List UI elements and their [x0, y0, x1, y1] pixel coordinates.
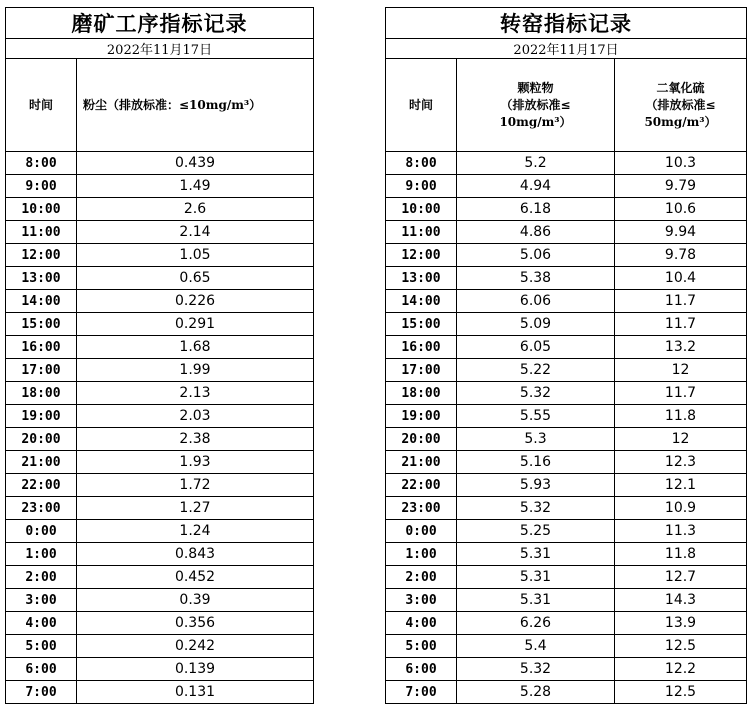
dust-value-cell: 0.39	[77, 589, 314, 612]
so2-value-cell: 11.8	[615, 543, 747, 566]
so2-value-cell: 11.8	[615, 405, 747, 428]
dust-value-cell: 1.05	[77, 244, 314, 267]
time-cell: 21:00	[6, 451, 77, 474]
time-cell: 16:00	[386, 336, 457, 359]
so2-value-cell: 12.5	[615, 681, 747, 704]
time-cell: 17:00	[6, 359, 77, 382]
kiln-pm-header-line1: 颗粒物	[517, 80, 554, 95]
pm-value-cell: 5.93	[457, 474, 615, 497]
time-cell: 4:00	[386, 612, 457, 635]
grinding-table-body	[6, 8, 314, 704]
time-cell: 15:00	[386, 313, 457, 336]
dust-value-cell: 0.291	[77, 313, 314, 336]
pm-value-cell: 6.05	[457, 336, 615, 359]
table-row	[386, 520, 747, 543]
table-row	[386, 382, 747, 405]
table-row	[6, 405, 314, 428]
pm-value-cell: 5.16	[457, 451, 615, 474]
time-cell: 12:00	[6, 244, 77, 267]
time-cell: 13:00	[6, 267, 77, 290]
so2-value-cell: 9.94	[615, 221, 747, 244]
pm-value-cell: 5.28	[457, 681, 615, 704]
table-row	[6, 520, 314, 543]
dust-value-cell: 1.99	[77, 359, 314, 382]
table-row	[6, 175, 314, 198]
pm-value-cell: 5.4	[457, 635, 615, 658]
time-cell: 7:00	[6, 681, 77, 704]
pm-value-cell: 5.2	[457, 152, 615, 175]
dust-value-cell: 1.93	[77, 451, 314, 474]
dust-value-cell: 1.27	[77, 497, 314, 520]
dust-value-cell: 0.843	[77, 543, 314, 566]
table-row	[6, 451, 314, 474]
pm-value-cell: 5.32	[457, 382, 615, 405]
so2-value-cell: 12.7	[615, 566, 747, 589]
so2-value-cell: 12.1	[615, 474, 747, 497]
table-row	[386, 658, 747, 681]
kiln-pm-header-line2: （排放标准≤	[500, 97, 571, 112]
time-cell: 2:00	[6, 566, 77, 589]
dust-value-cell: 2.38	[77, 428, 314, 451]
so2-value-cell: 9.79	[615, 175, 747, 198]
dust-value-cell: 0.242	[77, 635, 314, 658]
dust-value-cell: 0.139	[77, 658, 314, 681]
time-cell: 14:00	[386, 290, 457, 313]
table-row	[6, 566, 314, 589]
table-row	[6, 497, 314, 520]
pm-value-cell: 5.3	[457, 428, 615, 451]
grinding-table-title: 磨矿工序指标记录	[6, 8, 314, 39]
time-cell: 23:00	[6, 497, 77, 520]
so2-value-cell: 11.7	[615, 382, 747, 405]
so2-value-cell: 9.78	[615, 244, 747, 267]
pm-value-cell: 6.26	[457, 612, 615, 635]
so2-value-cell: 13.2	[615, 336, 747, 359]
table-row	[386, 474, 747, 497]
kiln-table-date: 2022年11月17日	[386, 39, 747, 59]
table-row	[386, 313, 747, 336]
dust-value-cell: 1.49	[77, 175, 314, 198]
table-row	[386, 290, 747, 313]
time-cell: 8:00	[6, 152, 77, 175]
table-row	[6, 221, 314, 244]
table-row	[6, 428, 314, 451]
time-cell: 1:00	[6, 543, 77, 566]
table-row	[386, 681, 747, 704]
table-row	[6, 336, 314, 359]
so2-value-cell: 12.5	[615, 635, 747, 658]
table-row	[386, 267, 747, 290]
table-row	[386, 589, 747, 612]
dust-value-cell: 2.03	[77, 405, 314, 428]
time-cell: 21:00	[386, 451, 457, 474]
pm-value-cell: 5.32	[457, 658, 615, 681]
table-row	[6, 267, 314, 290]
table-row	[386, 221, 747, 244]
grinding-dust-header: 粉尘（排放标准：≤10mg/m³）	[77, 59, 314, 152]
table-row	[6, 635, 314, 658]
grinding-time-header: 时间	[6, 59, 77, 152]
pm-value-cell: 5.25	[457, 520, 615, 543]
pm-value-cell: 6.06	[457, 290, 615, 313]
time-cell: 5:00	[386, 635, 457, 658]
time-cell: 0:00	[386, 520, 457, 543]
table-row	[6, 152, 314, 175]
so2-value-cell: 13.9	[615, 612, 747, 635]
table-row	[6, 612, 314, 635]
so2-value-cell: 12.3	[615, 451, 747, 474]
pm-value-cell: 5.55	[457, 405, 615, 428]
time-cell: 9:00	[386, 175, 457, 198]
dust-value-cell: 0.226	[77, 290, 314, 313]
table-row	[6, 658, 314, 681]
table-row	[6, 198, 314, 221]
dust-value-cell: 2.14	[77, 221, 314, 244]
pm-value-cell: 5.09	[457, 313, 615, 336]
time-cell: 20:00	[386, 428, 457, 451]
time-cell: 18:00	[386, 382, 457, 405]
time-cell: 11:00	[6, 221, 77, 244]
so2-value-cell: 12.2	[615, 658, 747, 681]
time-cell: 0:00	[6, 520, 77, 543]
dust-value-cell: 0.131	[77, 681, 314, 704]
pm-value-cell: 5.06	[457, 244, 615, 267]
time-cell: 8:00	[386, 152, 457, 175]
time-cell: 17:00	[386, 359, 457, 382]
time-cell: 19:00	[386, 405, 457, 428]
grinding-indicator-table	[5, 7, 314, 704]
table-row	[6, 244, 314, 267]
time-cell: 14:00	[6, 290, 77, 313]
table-row	[386, 152, 747, 175]
kiln-so2-header-line1: 二氧化硫	[656, 80, 705, 95]
time-cell: 6:00	[386, 658, 457, 681]
time-cell: 18:00	[6, 382, 77, 405]
pm-value-cell: 5.22	[457, 359, 615, 382]
dust-value-cell: 0.65	[77, 267, 314, 290]
table-row	[6, 313, 314, 336]
table-row	[386, 336, 747, 359]
time-cell: 10:00	[6, 198, 77, 221]
table-row	[386, 497, 747, 520]
table-row	[386, 359, 747, 382]
so2-value-cell: 11.3	[615, 520, 747, 543]
dust-value-cell: 2.6	[77, 198, 314, 221]
time-cell: 13:00	[386, 267, 457, 290]
time-cell: 22:00	[386, 474, 457, 497]
kiln-so2-header-line2: （排放标准≤	[645, 97, 716, 112]
time-cell: 16:00	[6, 336, 77, 359]
so2-value-cell: 12	[615, 428, 747, 451]
dust-value-cell: 1.68	[77, 336, 314, 359]
table-row	[386, 451, 747, 474]
time-cell: 6:00	[6, 658, 77, 681]
kiln-pm-header	[457, 59, 615, 152]
dust-value-cell: 1.72	[77, 474, 314, 497]
kiln-table-body	[386, 8, 747, 704]
time-cell: 2:00	[386, 566, 457, 589]
so2-value-cell: 10.9	[615, 497, 747, 520]
table-row	[6, 359, 314, 382]
so2-value-cell: 11.7	[615, 313, 747, 336]
table-row	[386, 543, 747, 566]
kiln-table-title: 转窑指标记录	[386, 8, 747, 39]
table-row	[6, 474, 314, 497]
time-cell: 10:00	[386, 198, 457, 221]
pm-value-cell: 5.32	[457, 497, 615, 520]
time-cell: 7:00	[386, 681, 457, 704]
time-cell: 5:00	[6, 635, 77, 658]
time-cell: 20:00	[6, 428, 77, 451]
dust-value-cell: 2.13	[77, 382, 314, 405]
pm-value-cell: 6.18	[457, 198, 615, 221]
kiln-so2-header	[615, 59, 747, 152]
dust-value-cell: 1.24	[77, 520, 314, 543]
table-row	[6, 589, 314, 612]
so2-value-cell: 12	[615, 359, 747, 382]
time-cell: 15:00	[6, 313, 77, 336]
table-row	[6, 382, 314, 405]
time-cell: 3:00	[6, 589, 77, 612]
so2-value-cell: 11.7	[615, 290, 747, 313]
table-row	[386, 612, 747, 635]
pm-value-cell: 5.38	[457, 267, 615, 290]
so2-value-cell: 10.6	[615, 198, 747, 221]
table-row	[386, 566, 747, 589]
table-row	[386, 244, 747, 267]
time-cell: 19:00	[6, 405, 77, 428]
table-row	[386, 428, 747, 451]
so2-value-cell: 10.3	[615, 152, 747, 175]
dust-value-cell: 0.356	[77, 612, 314, 635]
pm-value-cell: 4.86	[457, 221, 615, 244]
time-cell: 4:00	[6, 612, 77, 635]
so2-value-cell: 10.4	[615, 267, 747, 290]
pm-value-cell: 5.31	[457, 566, 615, 589]
table-row	[6, 543, 314, 566]
time-cell: 22:00	[6, 474, 77, 497]
grinding-table-date: 2022年11月17日	[6, 39, 314, 59]
so2-value-cell: 14.3	[615, 589, 747, 612]
time-cell: 9:00	[6, 175, 77, 198]
time-cell: 23:00	[386, 497, 457, 520]
kiln-time-header: 时间	[386, 59, 457, 152]
time-cell: 1:00	[386, 543, 457, 566]
table-row	[6, 681, 314, 704]
time-cell: 3:00	[386, 589, 457, 612]
table-row	[386, 405, 747, 428]
pm-value-cell: 5.31	[457, 543, 615, 566]
dust-value-cell: 0.452	[77, 566, 314, 589]
kiln-pm-header-line3: 10mg/m³）	[499, 114, 572, 129]
table-row	[386, 635, 747, 658]
time-cell: 11:00	[386, 221, 457, 244]
dust-value-cell: 0.439	[77, 152, 314, 175]
pm-value-cell: 5.31	[457, 589, 615, 612]
kiln-indicator-table	[385, 7, 747, 704]
time-cell: 12:00	[386, 244, 457, 267]
table-row	[6, 290, 314, 313]
table-row	[386, 198, 747, 221]
kiln-so2-header-line3: 50mg/m³）	[644, 114, 717, 129]
pm-value-cell: 4.94	[457, 175, 615, 198]
table-row	[386, 175, 747, 198]
